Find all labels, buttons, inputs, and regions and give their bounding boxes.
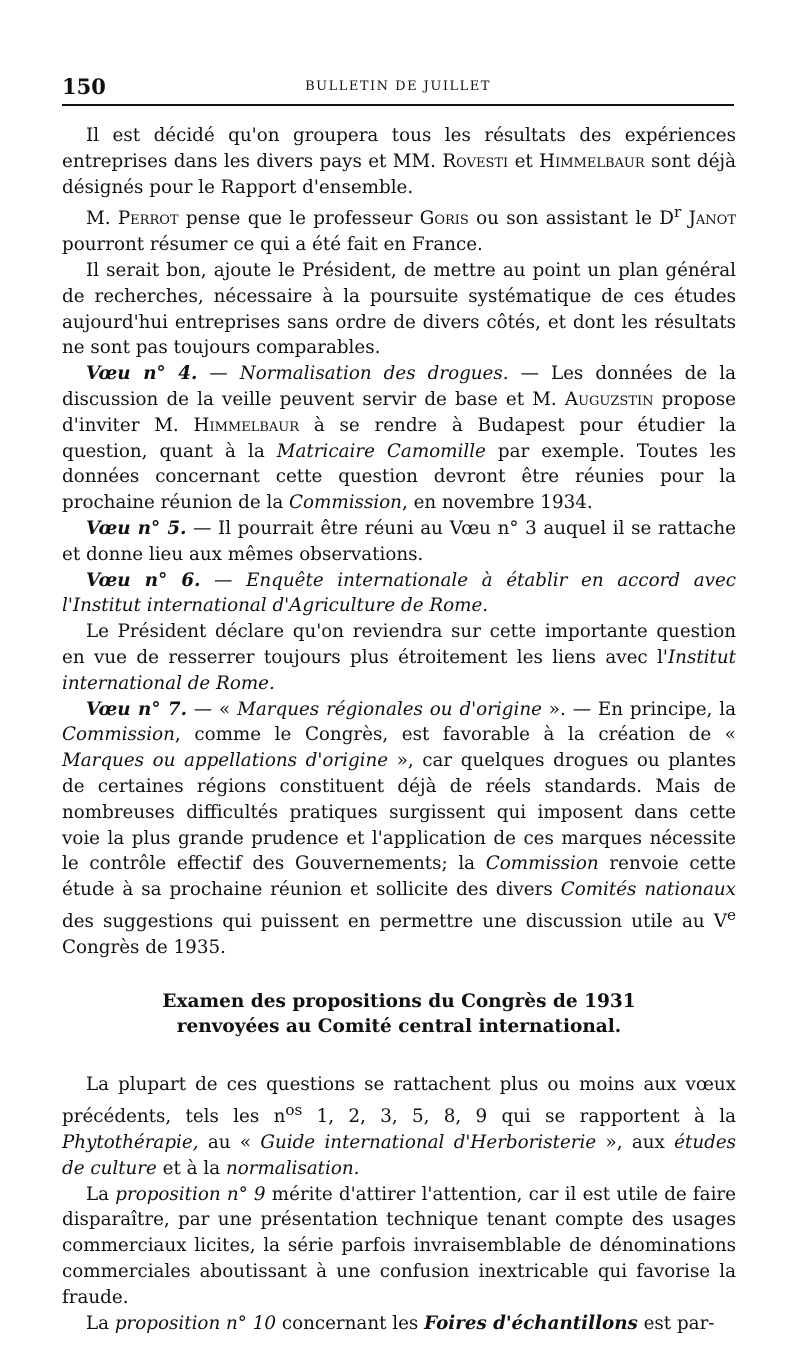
paragraph-research-plan: Il serait bon, ajoute le Président, de mettre au point un plan général de recherches, nécessaire à la poursuite systématique de ces études aujourd'hui entreprises sans ordre de divers côtés, et dont les résultats ne sont pas toujours comparables.: [62, 260, 736, 359]
foires-echantillons: Foires d'échantillons: [424, 1312, 638, 1334]
paragraph-voeu-5: Vœu n° 5. — Il pourrait être réuni au Vœu n° 3 auquel il se rattache et donne lieu aux mêmes observations.: [62, 518, 737, 565]
section-title-line-1: Examen des propositions du Congrès de 1931: [162, 990, 636, 1012]
paragraph-voeu-7: Vœu n° 7. — « Marques régionales ou d'origine ». — En principe, la Commission, comme le Congrès, est favorable à la création de « Marques ou appellations d'origine », car quelques drogues ou plantes de certaines régions constituent déjà de réels standards. Mais de nombreuses difficultés pratiques surgissent qui imposent dans cette voie la plus grande prudence et l'application de ces marques nécessite le contrôle effectif des Gouvernements; la Commission renvoie cette étude à sa prochaine réunion et sollicite des divers Comités nationaux des suggestions qui puissent en permettre une discussion utile au Ve Congrès de 1935.: [62, 698, 736, 958]
paragraph-institut: Le Président déclare qu'on reviendra sur cette importante question en vue de resserrer toujours plus étroitement les liens avec l'Institut international de Rome.: [62, 621, 736, 694]
voeu-5-label: Vœu n° 5.: [86, 518, 187, 540]
voeu-4-label: Vœu n° 4.: [86, 363, 198, 385]
paragraph-propositions-overview: La plupart de ces questions se rattachent plus ou moins aux vœux précédents, tels les $n^{os}$ 1, 2, 3, 5, 8, 9 qui se rapportent à la Phytothérapie, au « Guide international d'Herboristerie », aux études de culture et à la normalisation.: [62, 1074, 737, 1179]
section-title-line-2: renvoyées au Comité central international.: [176, 1016, 622, 1038]
paragraph-voeu-4: Vœu n° 4. — Normalisation des drogues. — Les données de la discussion de la veille peuvent servir de base et M. Auguzstin propose d'inviter M. Himmelbaur à se rendre à Budapest pour étudier la question, quant à la Matricaire Camomille par exemple. Toutes les données concernant cette question devront être réunies pour la prochaine réunion de la Commission, en novembre 1934.: [62, 363, 737, 514]
paragraph-voeu-6: Vœu n° 6. — Enquête internationale à établir en accord avec l'Institut international d'Agriculture de Rome.: [62, 569, 737, 617]
voeu-6-label: Vœu n° 6.: [86, 569, 201, 591]
name-perrot: Perrot: [117, 208, 179, 230]
section-title: [62, 989, 736, 1041]
page-header: [62, 70, 734, 106]
paragraph-proposition-9: La proposition n° 9 mérite d'attirer l'attention, car il est utile de faire disparaître, par une présentation technique tenant compte des usages commerciaux licites, la série parfois invraisemblable de dénominations commerciales aboutissant à une confusion inextricable qui favorise la fraude.: [62, 1183, 736, 1308]
name-himmelbaur: Himmelbaur: [539, 150, 645, 172]
name-rovesti: Rovesti: [442, 150, 509, 172]
name-himmelbaur-2: Himmelbaur: [193, 414, 300, 436]
voeu-7-label: Vœu n° 7.: [86, 698, 187, 720]
name-auguzstin: Auguzstin: [564, 389, 654, 411]
paragraph-results-grouping: Il est décidé qu'on groupera tous les résultats des expériences entreprises dans les divers pays et MM. Rovesti et Himmelbaur sont déjà désignés pour le Rapport d'ensemble.: [62, 125, 736, 198]
body-text: [62, 123, 736, 1336]
name-janot: Janot: [688, 208, 737, 230]
name-goris: Goris: [419, 208, 469, 230]
paragraph-perrot: M. Perrot pense que le professeur Goris ou son assistant le $D^r$ Janot pourront résumer ce qui a été fait en France.: [62, 203, 737, 256]
paragraph-proposition-10: La proposition n° 10 concernant les Foires d'échantillons est par-: [86, 1312, 715, 1334]
running-head: BULLETIN DE JUILLET: [305, 79, 491, 94]
page-number: 150: [62, 74, 106, 99]
